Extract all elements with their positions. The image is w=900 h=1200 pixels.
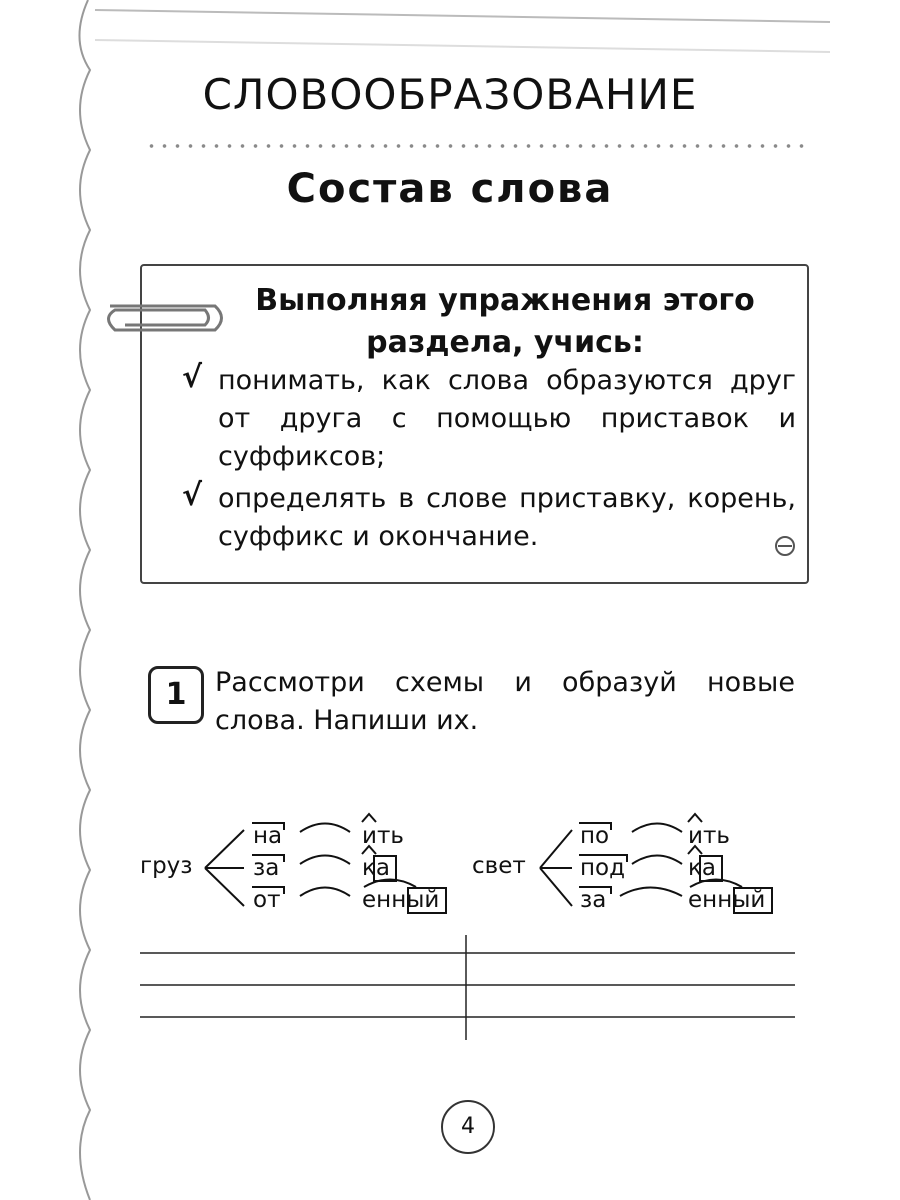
dotted-divider	[145, 143, 810, 149]
scheme-prefix: под	[580, 855, 626, 881]
scheme-ending: енный	[362, 887, 440, 913]
check-icon: √	[182, 360, 203, 395]
scheme-ending: ить	[362, 823, 404, 849]
scheme-prefix: по	[580, 823, 610, 849]
scheme-root: свет	[472, 853, 526, 879]
scheme-prefix: за	[253, 855, 280, 881]
goals-heading: Выполняя упражнения этого раздела, учись:	[255, 283, 755, 360]
scheme-ending: енный	[688, 887, 766, 913]
scheme-prefix: за	[580, 887, 607, 913]
scheme-prefix: на	[253, 823, 283, 849]
scheme-ending: ка	[688, 855, 716, 881]
topic-title: Состав слова	[286, 166, 614, 212]
scheme-ending: ить	[688, 823, 730, 849]
goal-item-2: определять в слове приставку, корень, суффикс и окончание.	[218, 483, 796, 552]
exercise-number: 1	[148, 666, 204, 724]
top-rings	[95, 10, 830, 52]
scheme-ending: ка	[362, 855, 390, 881]
section-title: СЛОВООБРАЗОВАНИЕ	[202, 70, 698, 119]
goal-item-1: понимать, как слова образуются друг от друга с помощью приставок и суффиксов;	[218, 365, 796, 472]
page-number: 4	[441, 1100, 495, 1154]
check-icon: √	[182, 478, 203, 513]
scheme-prefix: от	[253, 887, 281, 913]
scheme-root: груз	[140, 853, 193, 879]
exercise-instruction: Рассмотри схемы и образуй новые слова. Напиши их.	[215, 667, 795, 736]
